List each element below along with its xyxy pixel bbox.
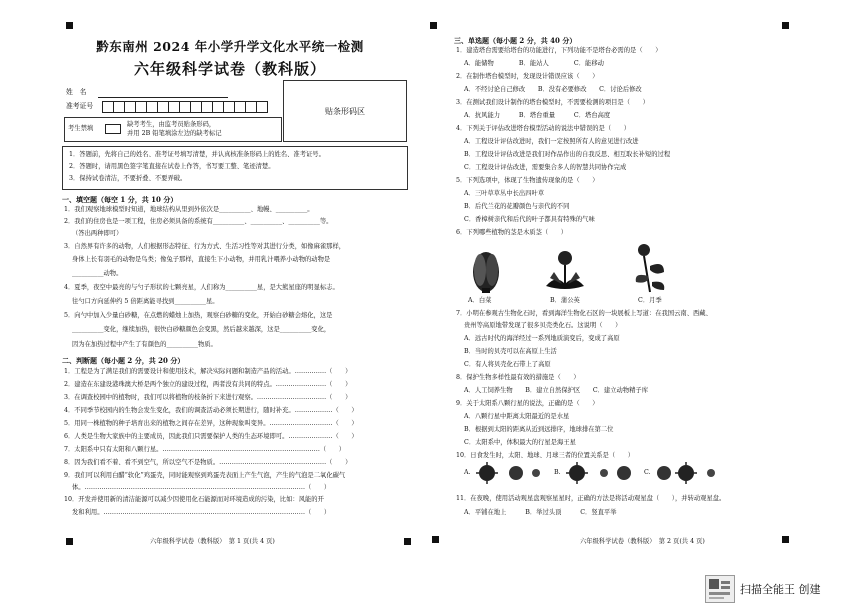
cabbage-image [466, 246, 506, 294]
watermark-text: 扫描全能王 创建 [740, 583, 821, 596]
option-dandelion: B．蒲公英 [550, 297, 580, 304]
name-label: 姓 名 [66, 88, 87, 96]
registration-mark [66, 22, 73, 29]
admission-number-boxes[interactable] [102, 101, 267, 113]
section-single-choice-title: 三、单选题（每小题 2 分，共 40 分） [454, 36, 577, 45]
registration-mark [432, 536, 439, 543]
dandelion-image [542, 248, 588, 294]
registration-mark [782, 22, 789, 29]
eclipse-diagram-a [476, 462, 546, 484]
instructions-box: 1．答题前，先将自己的姓名、准考证号填写清楚，并认真核准条形码上的姓名、准考证号。 2．答题时，请用黑色签字笔直接在试卷上作答，书写要工整、笔迹清楚。 3．保持试卷清洁，不要折叠、不要弄破。 [62, 146, 408, 190]
scanner-watermark-bar [0, 568, 860, 609]
section-fill-blank-title: 一、填空题（每空 1 分，共 10 分） [62, 195, 178, 204]
admission-label: 准考证号 [66, 102, 94, 110]
registration-mark [782, 536, 789, 543]
scanner-app-logo-icon [705, 575, 735, 603]
absence-mark-box[interactable] [105, 124, 121, 134]
page-footer: 六年级科学试卷（教科版） 第 2 页(共 4 页) [580, 538, 705, 545]
exam-subtitle: 六年级科学试卷（教科版） [133, 60, 326, 78]
exam-page-1: 黔东南州 2024 年小学升学文化水平统一检测 六年级科学试卷（教科版） 姓 名 准考证号 贴条形码区 考生禁填 缺考考生，由监考员贴条形码， 并用 2B 铅笔填涂左边的缺考标记 1．答题前，先将自己的姓名、准考证号填写清楚，并认真核准条形码上的姓名、准考证号。 2．答题时，请用黑色签字笔直接在试卷上作答，书写要工整、笔迹清楚。 3．保持试卷清洁，不要折叠、不要弄破。 一、填空题（每空 1 分，共 10 分） 1．我们观察地球模型时知道，地球结构从里到外依次是__________、地幔、__________。 2．我们的住房也是一项工程，住房必须具备的系统有__________、__________、__________等。 （答出两种即可） 3．自然界有许多的动物，人们根据形态特征、行为方式、生活习性等对其进行分类，如像麻雀那样， 身体上长有羽毛的动物是鸟类；像兔子那样，直接生下小动物，并用乳汁喂养小动物的动物是 __________动物。 4．夏季，夜空中最亮的与勺子形状的七颗亮星，人们称为__________星，是大熊星座的明显标志。 往勺口方向延伸约 5 倍距离能寻找到__________星。 5．向勺中加入少量白砂糖，在点燃的蜡烛上加热，观察白砂糖的变化，开始白砂糖会熔化，这是 __________变化，继续加热，很快白砂糖颜色会变黑，然后越来越深，这是__________变化， 因为在加热过程中产生了有颜色的__________物质。 二、判断题（每小题 2 分，共 20 分） 1．工程是为了满足我们的需要设计和使用技术，解决实际问题和制造产品的活动。……………（ ） 2．建造在东建设港珠澳大桥是两个独立的建设过程，两者没有共同的特点。……………………（ ） 3．在调查校园中的植物时，我们可以将植物的枝条折下来进行观察。……………………………（ ） 4．不同季节校园内的生物会发生变化，我们的调查活动必须长期进行，随时补充。………………（ ） 5．用同一株植物的种子培育出来的植物之间存在差异，这种现象叫变异。…………………………（ ） 6．人类是生物大家族中的主要成员，因此我们只需要保护人类的生态环境即可。…………………（ ） 7．太阳系中只有太阳和八颗行星。…………………………………………………………………（ ） 8．因为我们看不着、看不到空气，所以空气不是物质。……………………………………………（ ） 9．我们可以利用白醋“软化”鸡蛋壳，同时能观察到鸡蛋壳表面上产生气泡，产生的气泡是二氧化碳气 体。……………………………………………………………………………………………（ ） 10．开发并使用新的清洁能源可以减少因使用化石能源而对环境造成的污染，比如：风能的开 发和利用。……………………………………………………………………………………（ ） 六年级科学试卷（教科版） 第 1 页(共 4 页) [0, 0, 430, 568]
registration-mark [404, 538, 411, 545]
registration-mark [66, 538, 73, 545]
eclipse-diagram-c [656, 462, 726, 484]
forbidden-label: 考生禁填 [68, 125, 94, 132]
absence-notice-box: 考生禁填 缺考考生，由监考员贴条形码， 并用 2B 铅笔填涂左边的缺考标记 [64, 117, 282, 142]
option-rose: C．月季 [638, 297, 662, 304]
eclipse-diagram-b [566, 462, 636, 484]
page-footer: 六年级科学试卷（教科版） 第 1 页(共 4 页) [150, 538, 275, 545]
barcode-area: 贴条形码区 [283, 80, 407, 142]
exam-page-2: 三、单选题（每小题 2 分，共 40 分） 1．建造塔台需要给塔台的功能进行，下列功能不是塔台必需的是（ ） A．能储物 B．能站人 C．能移动 2．在制作塔台模型时，发现设计错误应该（ ） A．不经讨论自己修改 B．没有必要修改 C．讨论后修改 3．在测试我们设计制作的塔台模型时，不需要检测的项目是（ ） A．抗风能力 B．塔台重量 C．塔台高度 4．下列关于评估改进塔台模型活动的说法中错误的是（ ） A．工程设计评估改进时，我们一定按照所有人的意见进行改进 B．工程设计评估改进是我们对作品作出的自我反思、相互取长补短的过程 C．工程设计评估改进，需要集合多人的智慧共同协作完成 5．下列选项中，体现了生物遗传现象的是（ ） A．三叶草草丛中长出四叶草 B．后代兰花的花瓣颜色与亲代的不同 C．香樟树亲代和后代的叶子都具有特殊的气味 6．下列哪些植物的茎是木质茎（ ） A．白菜 B．蒲公英 C．月季 7．小明在参观古生物化石时，看到海洋生物化石区的一块展板上写道：在我国云南、西藏、 贵州等高原地带发现了很多贝壳类化石。这说明（ ） A．远古时代的海洋经过一系列地质演变后，变成了高原 B．当时的贝壳可以在高原上生活 C．有人将贝壳化石带上了高原 8．保护生物多样性最有效的措施是（ ） A．人工饲养生物 B．建立自然保护区 C．建立动物精子库 9．关于太阳系八颗行星的说法，正确的是（ ） A．八颗行星中距离太阳最近的是水星 B．根据到太阳的距离从近到远排序，地球排在第二位 C．太阳系中，体积最大的行星是海王星 10．日食发生时，太阳、地球、月球三者的位置关系是（ ） A. B. C. 11．在夜晚，使用活动观星盘观察星星时，正确的方法是将活动观星盘（ ），并转动观星盘。 A．平铺在地上 B．举过头顶 C．竖直平举 六年级科学试卷（教科版） 第 2 页(共 4 页) [430, 0, 860, 568]
option-cabbage: A．白菜 [468, 297, 492, 304]
name-field[interactable] [98, 97, 228, 98]
rose-image [630, 242, 670, 294]
registration-mark [430, 22, 437, 29]
exam-title: 黔东南州 2024 年小学升学文化水平统一检测 [96, 39, 364, 54]
section-true-false-title: 二、判断题（每小题 2 分，共 20 分） [62, 356, 185, 365]
